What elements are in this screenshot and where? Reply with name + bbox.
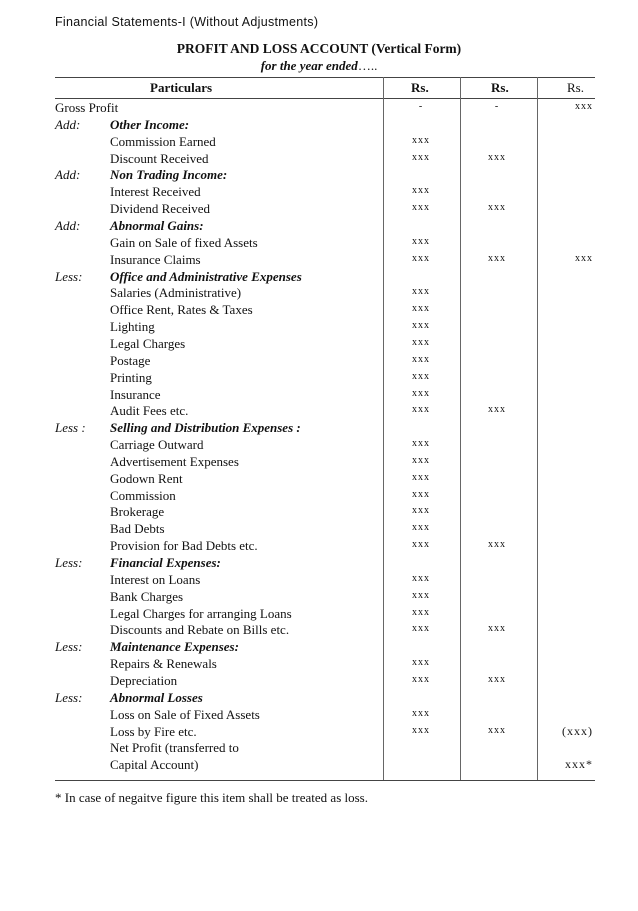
amount-c2: xxx [488, 404, 506, 416]
amount-c1: xxx [412, 471, 430, 483]
row-label: Abnormal Gains: [110, 218, 204, 233]
row-label: Godown Rent [110, 470, 183, 486]
row-label: Provision for Bad Debts etc. [110, 538, 258, 554]
row-label: Legal Charges [110, 335, 186, 351]
amount-c3: (xxx) [562, 723, 593, 738]
table-row [55, 151, 595, 168]
footnote: * In case of negaitve figure this item shall be treated as loss. [55, 790, 368, 805]
row-label: Gross Profit [55, 100, 119, 115]
table-row [55, 302, 595, 319]
table-row [55, 656, 595, 673]
amount-c2: xxx [488, 623, 506, 635]
table-row [55, 673, 595, 690]
row-label: Lighting [110, 319, 155, 335]
header-particulars: Particulars [150, 80, 213, 95]
table-row [55, 420, 595, 437]
row-label: Interest on Loans [110, 571, 201, 587]
row-label: Financial Expenses: [110, 555, 221, 570]
table-row [55, 504, 595, 521]
row-label: Printing [110, 369, 152, 385]
row-prefix: Less: [55, 555, 83, 570]
table-row [55, 740, 595, 757]
amount-c2: xxx [488, 539, 506, 551]
amount-c1: xxx [412, 303, 430, 315]
amount-c1: xxx [412, 336, 430, 348]
amount-c2: xxx [488, 252, 506, 264]
table-row [55, 471, 595, 488]
row-prefix: Less : [55, 420, 86, 436]
amount-c1: xxx [412, 404, 430, 416]
table-row [55, 757, 595, 774]
amount-c1: xxx [412, 606, 430, 618]
table-row [55, 285, 595, 302]
subtitle-dots: ….. [357, 58, 378, 73]
row-label: Dividend Received [110, 201, 210, 217]
subtitle-text: for the year ended [260, 58, 358, 73]
row-label: Net Profit (transferred to [110, 740, 239, 756]
table-row [55, 269, 595, 286]
row-label: Depreciation [110, 672, 178, 688]
amount-c1: xxx [412, 657, 430, 669]
amount-c2: - [494, 101, 500, 112]
row-label: Insurance Claims [110, 251, 201, 267]
amount-c2: xxx [488, 673, 506, 685]
amount-c3: xxx* [565, 757, 593, 772]
row-prefix: Less: [55, 639, 83, 655]
amount-c3: xxx [575, 101, 593, 112]
table-row [55, 538, 595, 555]
row-label: Insurance [110, 386, 161, 402]
row-prefix: Add: [55, 167, 81, 183]
amount-c1: xxx [412, 589, 430, 601]
row-prefix: Add: [55, 116, 81, 132]
table-row [55, 100, 595, 117]
header-rs-3: Rs. [567, 80, 584, 95]
amount-c1: xxx [412, 673, 430, 685]
amount-c1: xxx [412, 370, 430, 382]
row-label: Capital Account) [110, 757, 199, 773]
amount-c1: xxx [412, 353, 430, 365]
amount-c1: xxx [412, 539, 430, 551]
row-label: Selling and Distribution Expenses : [110, 420, 301, 436]
amount-c3: xxx [575, 252, 593, 264]
row-label: Legal Charges for arranging Loans [110, 605, 292, 621]
table-row [55, 707, 595, 724]
table-row [55, 167, 595, 184]
table-row [55, 252, 595, 269]
table-row [55, 606, 595, 623]
table-row [55, 690, 595, 707]
row-label: Maintenance Expenses: [110, 639, 239, 655]
amount-c1: xxx [412, 151, 430, 163]
table-row [55, 403, 595, 420]
table-row [55, 622, 595, 639]
page-title: PROFIT AND LOSS ACCOUNT (Vertical Form) [176, 41, 462, 56]
row-label: Salaries (Administrative) [110, 285, 242, 301]
table-row [55, 555, 595, 572]
table-bottom-rule [55, 780, 595, 781]
table-row [55, 488, 595, 505]
row-label: Gain on Sale of fixed Assets [110, 234, 258, 250]
header-rs-1: Rs. [411, 80, 429, 95]
table-row [55, 521, 595, 538]
amount-c1: xxx [412, 438, 430, 449]
amount-c1: xxx [412, 235, 430, 247]
table-row [55, 572, 595, 589]
amount-c1: xxx [412, 286, 430, 298]
table-row [55, 353, 595, 370]
amount-c2: xxx [488, 724, 506, 736]
row-label: Advertisement Expenses [110, 453, 239, 469]
row-label: Bad Debts [110, 521, 165, 537]
row-label: Repairs & Renewals [110, 656, 217, 672]
amount-c2: xxx [488, 202, 506, 214]
row-label: Audit Fees etc. [110, 403, 189, 419]
table-row [55, 437, 595, 454]
amount-c1: - [418, 101, 424, 112]
row-label: Discounts and Rebate on Bills etc. [110, 622, 290, 638]
amount-c1: xxx [412, 202, 430, 214]
amount-c1: xxx [412, 522, 430, 534]
row-label: Commission [110, 487, 176, 503]
row-label: Office and Administrative Expenses [110, 268, 302, 284]
row-prefix: Less: [55, 689, 83, 705]
amount-c1: xxx [412, 707, 430, 719]
table-row [55, 454, 595, 471]
amount-c1: xxx [412, 252, 430, 264]
amount-c1: xxx [412, 572, 430, 584]
table-row [55, 319, 595, 336]
row-label: Brokerage [110, 504, 165, 520]
page-subtitle [0, 58, 638, 74]
row-label: Other Income: [110, 116, 190, 132]
running-head: Financial Statements-I (Without Adjustments) [55, 15, 319, 29]
table-row [55, 639, 595, 656]
table-row [55, 387, 595, 404]
table-row [55, 184, 595, 201]
row-label: Loss by Fire etc. [110, 723, 197, 739]
header-bottom-rule [55, 98, 595, 99]
table-top-rule [55, 77, 595, 78]
row-label: Commission Earned [110, 133, 216, 149]
table-row [55, 235, 595, 252]
table-row [55, 117, 595, 134]
amount-c2: xxx [488, 151, 506, 163]
table-row [55, 218, 595, 235]
amount-c1: xxx [412, 387, 430, 399]
row-label: Discount Received [110, 150, 209, 166]
amount-c1: xxx [412, 488, 430, 500]
row-label: Interest Received [110, 184, 201, 200]
table-row [55, 370, 595, 387]
table-row [55, 134, 595, 151]
row-label: Office Rent, Rates & Taxes [110, 302, 253, 318]
header-rs-2: Rs. [491, 80, 509, 95]
row-label: Postage [110, 352, 151, 368]
amount-c1: xxx [412, 623, 430, 635]
table-row [55, 589, 595, 606]
table-row [55, 724, 595, 741]
amount-c1: xxx [412, 134, 430, 146]
amount-c1: xxx [412, 454, 430, 466]
row-label: Abnormal Losses [110, 689, 203, 705]
row-prefix: Add: [55, 218, 81, 233]
row-label: Carriage Outward [110, 437, 204, 452]
row-prefix: Less: [55, 268, 83, 284]
row-label: Bank Charges [110, 588, 184, 604]
amount-c1: xxx [412, 185, 430, 197]
table-row [55, 201, 595, 218]
table-row [55, 336, 595, 353]
amount-c1: xxx [412, 505, 430, 517]
row-label: Loss on Sale of Fixed Assets [110, 706, 260, 722]
amount-c1: xxx [412, 724, 430, 736]
amount-c1: xxx [412, 320, 430, 332]
row-label: Non Trading Income: [110, 167, 228, 183]
